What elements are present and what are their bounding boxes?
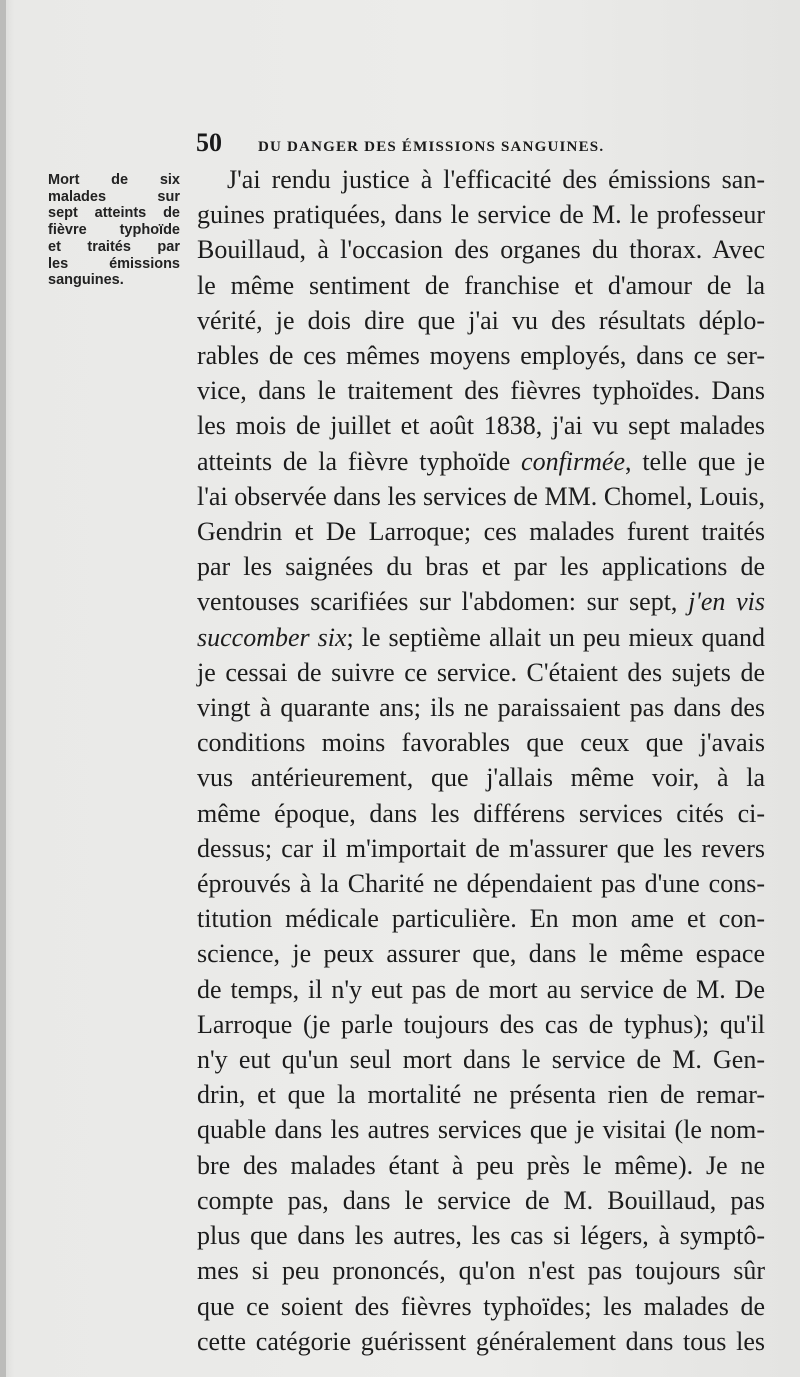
text-line: succomber six; le septième allait un peu mieux quand (197, 622, 765, 652)
text-line: le même sentiment de franchise et d'amour de la (197, 270, 765, 300)
text-line: mes si peu prononcés, qu'on n'est pas toujours sûr (197, 1256, 765, 1286)
text-line: vérité, je dois dire que j'ai vu des résultats déplo- (197, 305, 765, 335)
text-line: bre des malades étant à peu près le même). Je ne (197, 1150, 765, 1180)
text-line: Larroque (je parle toujours des cas de typhus); qu'il (197, 1009, 765, 1039)
text-line: de temps, il n'y eut pas de mort au service de M. De (197, 974, 765, 1004)
page-number: 50 (196, 128, 222, 157)
body-paragraph (197, 162, 765, 1359)
text-line: ventouses scarifiées sur l'abdomen: sur sept, j'en vis (197, 587, 765, 617)
text-line: n'y eut qu'un seul mort dans le service de M. Gen- (197, 1045, 765, 1075)
text-line: même époque, dans les différens services cités ci- (197, 798, 765, 828)
text-line: science, je peux assurer que, dans le même espace (197, 939, 765, 969)
margin-note-line: Mort de six (48, 172, 180, 188)
page-edge (0, 0, 6, 1377)
text-line: compte pas, dans le service de M. Bouillaud, pas (197, 1185, 765, 1215)
text-line: rables de ces mêmes moyens employés, dans ce ser- (197, 341, 765, 371)
text-line: les mois de juillet et août 1838, j'ai vu sept malades (197, 411, 765, 441)
text-line: dessus; car il m'importait de m'assurer que les revers (197, 833, 765, 863)
margin-note-line: malades sur (48, 188, 180, 205)
text-line: quable dans les autres services que je visitai (le nom- (197, 1115, 765, 1145)
emphasis: confirmée (521, 446, 626, 476)
text-line: atteints de la fièvre typhoïde confirmée, telle que je (197, 446, 765, 476)
text-line: J'ai rendu justice à l'efficacité des émissions san- (227, 165, 765, 194)
margin-note-line: les émissions (48, 255, 180, 272)
running-title: DU DANGER DES ÉMISSIONS SANGUINES. (258, 139, 605, 155)
text-line: éprouvés à la Charité ne dépendaient pas d'une cons- (197, 869, 765, 899)
text-line: titution médicale particulière. En mon ame et con- (197, 904, 765, 934)
text-line: l'ai observée dans les services de MM. Chomel, Louis, (197, 481, 765, 511)
emphasis: j'en vis (688, 587, 765, 617)
text-line: vus antérieurement, que j'allais même voir, à la (197, 763, 765, 793)
text-line: Gendrin et De Larroque; ces malades furent traités (197, 517, 765, 547)
text-line: cette catégorie guérissent généralement dans tous les (197, 1326, 765, 1356)
page-header (196, 128, 756, 162)
margin-note-line: sanguines. (48, 272, 124, 289)
text-line: que ce soient des fièvres typhoïdes; les malades de (197, 1291, 765, 1321)
emphasis: succomber six (197, 622, 347, 652)
text-line: conditions moins favorables que ceux que j'avais (197, 728, 765, 758)
margin-note-line: et traités par (48, 238, 180, 255)
text-line: vice, dans le traitement des fièvres typhoïdes. Dans (197, 376, 765, 406)
margin-note (48, 172, 180, 289)
margin-note-line: sept atteints de (48, 205, 180, 222)
text-line: vingt à quarante ans; ils ne paraissaient pas dans des (197, 693, 765, 723)
text-line: plus que dans les autres, les cas si légers, à symptô- (197, 1221, 765, 1251)
margin-note-line: fièvre typhoïde (48, 222, 180, 239)
text-line: guines pratiquées, dans le service de M. le professeur (197, 200, 765, 230)
text-line: je cessai de suivre ce service. C'étaient des sujets de (197, 657, 765, 687)
text-line: Bouillaud, à l'occasion des organes du thorax. Avec (197, 235, 765, 265)
text-line: par les saignées du bras et par les applications de (197, 552, 765, 582)
text-line: drin, et que la mortalité ne présenta rien de remar- (197, 1080, 765, 1110)
